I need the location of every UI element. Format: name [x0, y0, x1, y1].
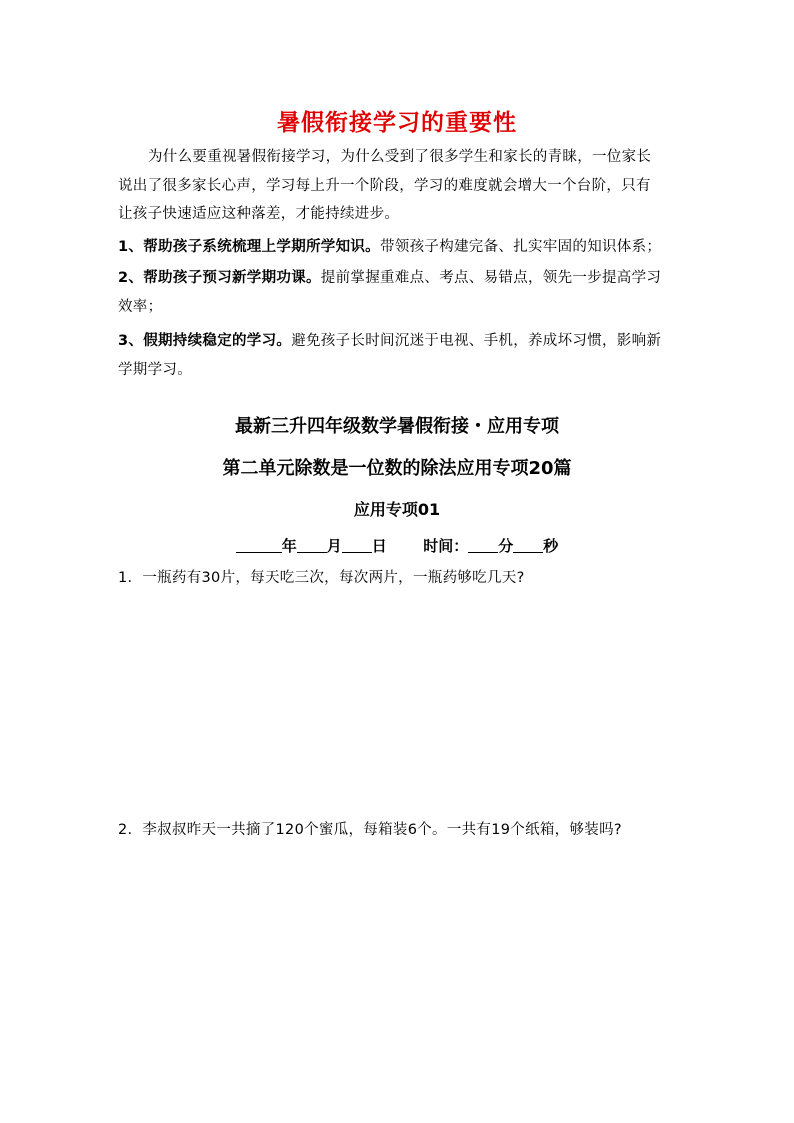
day-blank[interactable] [342, 538, 372, 553]
point-3-cont: 学期学习。 [118, 361, 192, 378]
point-2-bold: 2、帮助孩子预习新学期功课。 [118, 270, 321, 286]
year-blank[interactable] [236, 538, 282, 553]
intro-line: 说出了很多家长心声，学习每上升一个阶段，学习的难度就会增大一个台阶，只有 [118, 177, 651, 194]
point-2 [118, 264, 678, 321]
year-label: 年 [281, 537, 297, 555]
heading-course: 最新三升四年级数学暑假衔接・应用专项 [235, 416, 559, 437]
point-2-text: 提前掌握重难点、考点、易错点，领先一步提高学习 [320, 270, 662, 286]
point-1-bold: 1、帮助孩子系统梳理上学期所学知识。 [118, 239, 380, 255]
minute-label: 分 [498, 537, 514, 555]
intro-line-text: 为什么要重视暑假衔接学习，为什么受到了很多学生和家长的青睐，一位家长 [148, 149, 652, 165]
intro-paragraph [118, 143, 678, 229]
second-label: 秒 [543, 537, 559, 555]
time-label: 时间： [423, 537, 469, 555]
point-1-text: 带领孩子构建完备、扎实牢固的知识体系； [380, 239, 662, 255]
question-1: 1．一瓶药有30片，每天吃三次，每次两片，一瓶药够吃几天? [118, 570, 525, 586]
point-1 [118, 233, 678, 262]
date-time-line [0, 535, 794, 556]
intro-line: 让孩子快速适应这种落差，才能持续进步。 [118, 206, 400, 222]
month-label: 月 [326, 537, 342, 555]
page-title: 暑假衔接学习的重要性 [277, 110, 517, 136]
second-blank[interactable] [513, 538, 543, 553]
heading-exercise: 应用专项01 [353, 500, 441, 519]
heading-unit: 第二单元除数是一位数的除法应用专项20篇 [222, 458, 572, 479]
minute-blank[interactable] [468, 538, 498, 553]
point-3-text: 避免孩子长时间沉迷于电视、手机，养成坏习惯，影响新 [291, 333, 662, 349]
month-blank[interactable] [297, 538, 327, 553]
day-label: 日 [371, 537, 387, 555]
point-3 [118, 327, 678, 384]
point-2-cont: 效率； [118, 298, 163, 315]
intro-line [118, 143, 678, 172]
question-2: 2．李叔叔昨天一共摘了120个蜜瓜，每箱装6个。一共有19个纸箱，够装吗? [118, 822, 622, 838]
point-3-bold: 3、假期持续稳定的学习。 [118, 333, 292, 349]
